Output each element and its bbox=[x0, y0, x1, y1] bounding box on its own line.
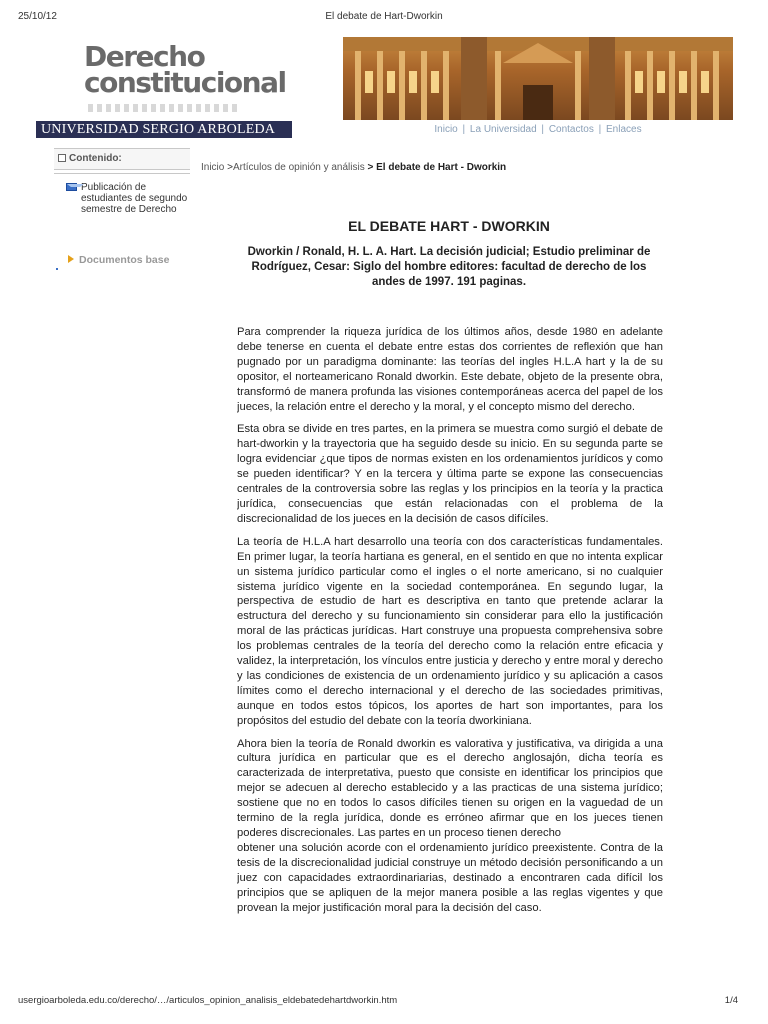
photo-column bbox=[355, 51, 361, 120]
nav-link-universidad[interactable]: La Universidad bbox=[469, 124, 537, 135]
photo-column bbox=[669, 51, 675, 120]
photo-column bbox=[625, 51, 631, 120]
article-paragraph: La teoría de H.L.A hart desarrollo una teoría con dos características fundamentales. En primer lugar, la teoría hartiana es general, en el sentido en que no intenta explicar un sistema jurídico particular como el ingles o el norte americano, si no cualquier sistema jurídico vigente en la sociedad contemporánea. En segundo lugar, la perspectiva de estudio de hart es descriptiva en tanto que pretende aclarar la estructura del derecho y su funcionamiento sin considerar para ello la justificación moral de las prácticas jurídicas. Hart construye una propuesta comprehensiva sobre los problemas centrales de la teoría del derecho como la relación entre eficacia y validez, la interpretación, los vínculos entre justicia y derecho y entre moral y derecho y las condiciones de existencia de un ordenamiento jurídico y su aplicación a casos límites como el derecho internacional y el derecho de las sociedades primitivas, aunque en todos estos tópicos, los aportes de hart son importantes, para los propósitos del estudio del debate con la teoría dworkiniana. bbox=[237, 535, 663, 727]
sidebar-docs-label: Documentos base bbox=[79, 254, 170, 266]
photo-tower-right bbox=[589, 37, 615, 120]
article-body bbox=[237, 325, 663, 987]
sidebar-header-label: Contenido: bbox=[69, 153, 122, 164]
photo-window bbox=[657, 71, 665, 93]
top-navigation bbox=[343, 124, 733, 135]
building-photo bbox=[343, 37, 733, 120]
print-page-number: 1/4 bbox=[724, 995, 738, 1006]
site-logo[interactable] bbox=[84, 40, 314, 99]
breadcrumb-section[interactable]: Artículos de opinión y análisis bbox=[232, 162, 365, 173]
nav-link-contactos[interactable]: Contactos bbox=[548, 124, 594, 135]
photo-window bbox=[365, 71, 373, 93]
article-reference: Dworkin / Ronald, H. L. A. Hart. La decisión judicial; Estudio preliminar de Rodríguez, Cesar: Siglo del hombre editores: facultad de derecho de los andes de 1997. 191 paginas. bbox=[247, 246, 651, 288]
photo-window bbox=[701, 71, 709, 93]
photo-column bbox=[377, 51, 383, 120]
nav-separator: | bbox=[541, 124, 545, 135]
sidebar-header bbox=[54, 148, 190, 170]
breadcrumb-current: El debate de Hart - Dworkin bbox=[376, 162, 507, 173]
print-footer-url: usergioarboleda.edu.co/derecho/…/articulos_opinion_analisis_eldebatedehartdworkin.htm bbox=[18, 995, 398, 1006]
photo-window bbox=[635, 71, 643, 93]
print-date: 25/10/12 bbox=[18, 11, 57, 22]
breadcrumb-home[interactable]: Inicio bbox=[201, 162, 225, 173]
article-paragraph: obtener una solución acorde con el ordenamiento jurídico preexistente. Contra de la tesis de la discrecionalidad judicial construye un método decisión personificando a un juez con capacidades extraordinariarias, destinado a encontraren cada difícil los principios que se apliquen de la mejor manera posible a las reglas vigentes y que provean la mejor justificación moral para la decisión del caso. bbox=[237, 841, 663, 914]
photo-window bbox=[387, 71, 395, 93]
university-banner[interactable]: UNIVERSIDAD SERGIO ARBOLEDA bbox=[36, 121, 292, 138]
nav-separator: | bbox=[462, 124, 466, 135]
breadcrumb-separator: > bbox=[367, 162, 374, 173]
nav-link-enlaces[interactable]: Enlaces bbox=[606, 124, 642, 135]
photo-column bbox=[713, 51, 719, 120]
photo-column bbox=[691, 51, 697, 120]
breadcrumb-separator: > bbox=[227, 162, 233, 173]
photo-tower-left bbox=[461, 37, 487, 120]
sidebar-item-publicacion[interactable] bbox=[66, 182, 190, 215]
logo-tagline-faded bbox=[88, 104, 238, 112]
photo-window bbox=[409, 71, 417, 93]
logo-line-2: constitucional bbox=[84, 66, 286, 99]
sidebar-item-label: Publicación de estudiantes de segundo semestre de Derecho bbox=[81, 182, 188, 215]
nav-link-inicio[interactable]: Inicio bbox=[434, 124, 458, 135]
article-paragraph: Esta obra se divide en tres partes, en la primera se muestra como surgió el debate de hart-dworkin y la trayectoria que ha seguido desde su inicio. En su segunda parte se logra evidenciar ¿que tipos de normas existen en los ordenamientos jurídicos y como se pueden identificar? Y en la tercera y última parte se expone las consecuencias centrales de la controversia sobre las reglas y los principios en la teoría y la practica jurídica, consecuencias que están relacionadas con el problema de la discrecionalidad de los jueces en la decisión de casos difíciles. bbox=[237, 423, 663, 525]
logo-line-1: Derecho bbox=[84, 40, 205, 73]
photo-column bbox=[399, 51, 405, 120]
photo-column bbox=[421, 51, 427, 120]
photo-column bbox=[647, 51, 653, 120]
print-page-title: El debate de Hart-Dworkin bbox=[325, 11, 443, 22]
photo-column bbox=[575, 51, 581, 120]
nav-separator: | bbox=[598, 124, 602, 135]
photo-column bbox=[443, 51, 449, 120]
article-title: EL DEBATE HART - DWORKIN bbox=[348, 218, 550, 234]
photo-window bbox=[679, 71, 687, 93]
sidebar-divider bbox=[54, 173, 190, 174]
arrow-right-icon bbox=[68, 255, 74, 263]
photo-door bbox=[523, 85, 553, 120]
bullet-dot bbox=[56, 268, 58, 270]
article-paragraph: Ahora bien la teoría de Ronald dworkin es valorativa y justificativa, va dirigida a una cultura jurídica en particular que es el derecho anglosajón, dicha teoría es caracterizada de interpretativa, puesto que consiste en identificar los principios que mejor se adecuen al derecho establecido y a las practicas de una sistema jurídico; sostiene que no en todos lo casos difíciles tienen su origen en la vaguedad de un termino de la regla jurídica, donde es erróneo afirmar que en los jueces tienen poderes discrecionales. Las partes en un proceso tienen derecho bbox=[237, 737, 663, 839]
breadcrumb bbox=[201, 162, 506, 173]
article-paragraph: Para comprender la riqueza jurídica de los últimos años, desde 1980 en adelante debe tenerse en cuenta el debate entre estas dos corrientes de reflexión que han pugnado por un paradigma dominante: las teorías del ingles H.L.A hart y la de su opositor, el norteamericano Ronald dworkin. Este debate, objeto de la presente obra, transformó de manera profunda las visiones contemporáneas acerca del papel de los jueces, la relación entre el derecho y la moral, y el concepto mismo del derecho. bbox=[237, 326, 663, 413]
envelope-icon bbox=[66, 183, 77, 191]
photo-window bbox=[431, 71, 439, 93]
sidebar-item-documentos[interactable] bbox=[68, 254, 169, 266]
photo-column bbox=[495, 51, 501, 120]
checkbox-icon bbox=[58, 154, 66, 162]
